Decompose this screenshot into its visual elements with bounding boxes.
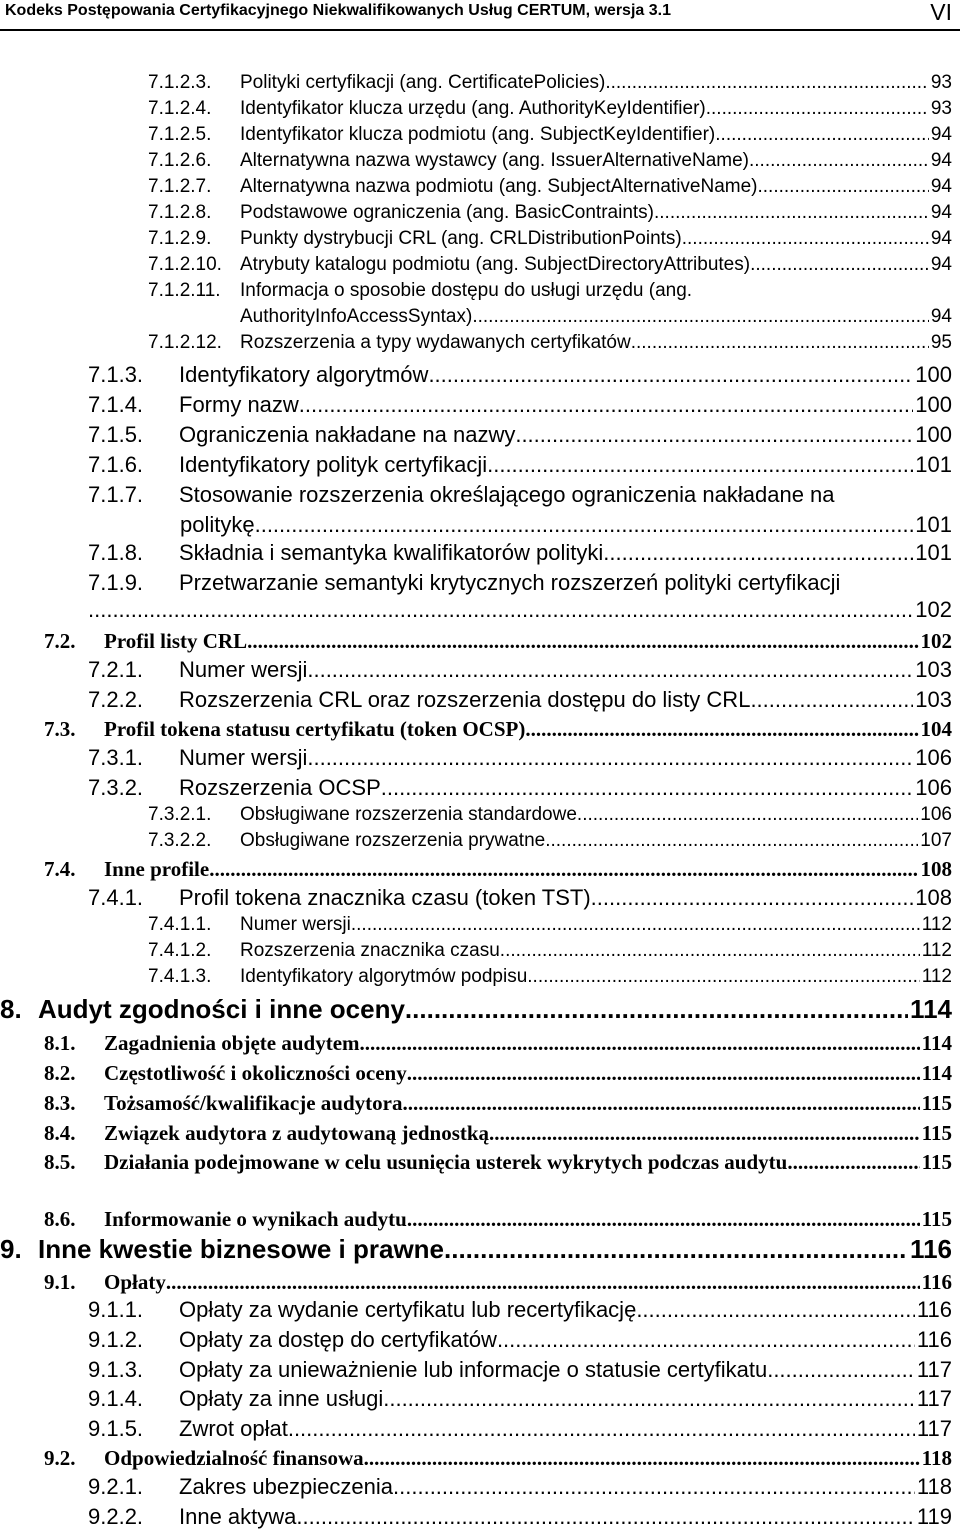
toc-entry-number: 7.3.1.	[88, 745, 144, 770]
dot-leader	[715, 124, 929, 146]
toc-entry-number: 7.1.2.11.	[148, 280, 221, 301]
dot-leader	[591, 885, 914, 911]
toc-entry-title: Stosowanie rozszerzenia określającego ograniczenia nakładane na	[179, 482, 835, 507]
toc-entry-title: Rozszerzenia CRL oraz rozszerzenia dostępu do listy CRL	[179, 687, 751, 712]
toc-entry-title: Przetwarzanie semantyki krytycznych rozszerzeń polityki certyfikacji	[179, 570, 841, 595]
toc-entry-title: Opłaty za inne usługi	[179, 1386, 384, 1411]
toc-entry-number: 7.1.2.10.	[148, 254, 222, 275]
dot-leader	[407, 1061, 920, 1086]
dot-leader	[307, 745, 913, 771]
toc-entry-page: 107	[920, 830, 952, 851]
dot-leader	[758, 176, 929, 198]
toc-entry-number: 9.	[0, 1234, 22, 1264]
toc-entry-title: Zakres ubezpieczenia	[179, 1474, 394, 1499]
toc-entry-page: 116	[916, 1327, 952, 1352]
toc-entry-page: 101	[915, 540, 952, 565]
toc-entry-title: Zwrot opłat	[179, 1416, 288, 1441]
toc-entry-number: 7.4.1.2.	[148, 940, 212, 961]
toc-entry-page: 112	[921, 966, 952, 987]
toc-entry-number: 8.4.	[44, 1121, 76, 1145]
toc-entry-number: 9.1.	[44, 1270, 76, 1294]
toc-entry-page: 108	[920, 857, 952, 881]
dot-leader	[487, 452, 913, 478]
toc-entry-page: 115	[921, 1121, 952, 1145]
toc-entry-title: Alternatywna nazwa wystawcy (ang. IssuerAlternativeName)	[240, 150, 749, 171]
toc-entry-title: Inne profile	[104, 857, 210, 881]
toc-entry-number: 7.3.2.1.	[148, 804, 212, 825]
toc-entry-title: Rozszerzenia OCSP	[179, 775, 381, 800]
dot-leader	[247, 629, 918, 654]
toc-entry-page: 93	[930, 98, 952, 119]
toc-entry-page: 118	[921, 1446, 952, 1470]
toc-entry-title: Ograniczenia nakładane na nazwy	[179, 422, 516, 447]
toc-entry-page: 102	[920, 629, 952, 653]
toc-entry-page: 117	[916, 1416, 952, 1441]
toc-entry-page: 103	[915, 687, 952, 712]
toc-entry-page: 103	[915, 657, 952, 682]
page-header	[0, 0, 960, 31]
toc-entry-page: 94	[930, 228, 952, 249]
toc-entry-page: 115	[921, 1207, 952, 1231]
toc-entry-title: Działania podejmowane w celu usunięcia usterek wykrytych podczas audytu	[104, 1150, 788, 1174]
dot-leader	[497, 1327, 915, 1353]
dot-leader	[288, 1416, 915, 1442]
dot-leader	[767, 1357, 915, 1383]
toc-entry-number: 7.4.1.	[88, 885, 144, 910]
toc-entry-title: Alternatywna nazwa podmiotu (ang. SubjectAlternativeName)	[240, 176, 758, 197]
toc-entry-page: 117	[916, 1357, 952, 1382]
toc-entry-page: 101	[915, 452, 952, 477]
toc-entry-page: 93	[930, 72, 952, 93]
toc-entry-title: Atrybuty katalogu podmiotu (ang. SubjectDirectoryAttributes)	[240, 254, 751, 275]
toc-entry-number: 8.1.	[44, 1031, 76, 1055]
dot-leader	[605, 72, 929, 94]
dot-leader	[787, 1150, 919, 1175]
dot-leader	[706, 98, 929, 120]
toc-entry-number: 7.2.1.	[88, 657, 144, 682]
toc-entry-title: Opłaty za dostęp do certyfikatów	[179, 1327, 497, 1352]
toc-entry-title: Identyfikatory algorytmów	[179, 362, 429, 387]
toc-entry-title: Formy nazw	[179, 392, 299, 417]
dot-leader	[405, 994, 908, 1025]
dot-leader	[166, 1270, 920, 1295]
toc-entry-page: 95	[930, 332, 952, 353]
toc-entry-page: 104	[920, 717, 952, 741]
toc-entry-title: Profil tokena statusu certyfikatu (token OCSP)	[104, 717, 526, 741]
toc-entry-title: Odpowiedzialność finansowa	[104, 1446, 364, 1470]
toc-entry-number: 7.1.5.	[88, 422, 144, 447]
toc-entry-number: 7.1.2.4.	[148, 98, 212, 119]
toc-entry-title: Identyfikatory polityk certyfikacji	[179, 452, 488, 477]
toc-entry-number: 9.1.5.	[88, 1416, 144, 1441]
dot-leader	[527, 966, 919, 988]
dot-leader	[428, 362, 913, 388]
toc-entry-page: 106	[920, 804, 952, 825]
toc-entry-number: 9.1.1.	[88, 1297, 144, 1322]
dot-leader	[682, 228, 929, 250]
toc-entry-number: 7.3.2.2.	[148, 830, 212, 851]
dot-leader	[381, 775, 914, 801]
toc-entry-number: 8.5.	[44, 1150, 76, 1174]
toc-entry-number: 9.2.2.	[88, 1504, 144, 1529]
toc-entry-number: 7.1.2.8.	[148, 202, 212, 223]
toc-entry-page: 117	[916, 1386, 952, 1411]
toc-entry-title: Podstawowe ograniczenia (ang. BasicContraints)	[240, 202, 654, 223]
dot-leader	[364, 1446, 920, 1471]
toc-entry-page: 108	[915, 885, 952, 910]
dot-leader	[603, 540, 913, 566]
toc-entry-page: 106	[915, 775, 952, 800]
dot-leader	[360, 1031, 920, 1056]
toc-entry-title: Opłaty za unieważnienie lub informacje o statusie certyfikatu	[179, 1357, 768, 1382]
toc-entry-title: Identyfikator klucza podmiotu (ang. SubjectKeyIdentifier)	[240, 124, 716, 145]
toc-entry-number: 7.1.2.9.	[148, 228, 212, 249]
toc-entry-title: Identyfikator klucza urzędu (ang. AuthorityKeyIdentifier)	[240, 98, 706, 119]
toc-entry-number: 7.4.	[44, 857, 76, 881]
dot-leader	[407, 1207, 920, 1232]
toc-entry-number: 9.1.4.	[88, 1386, 144, 1411]
toc-entry-title: Numer wersji	[179, 745, 308, 770]
toc-entry-title: Audyt zgodności i inne oceny	[38, 994, 405, 1024]
dot-leader	[402, 1091, 919, 1116]
dot-leader	[631, 332, 929, 354]
dot-leader	[654, 202, 929, 224]
dot-leader	[307, 657, 913, 683]
toc-entry-title: Informacja o sposobie dostępu do usługi urzędu (ang.	[240, 280, 693, 301]
toc-entry-page: 101	[915, 512, 952, 537]
toc-entry-number: 9.1.3.	[88, 1357, 144, 1382]
toc-entry-number: 9.2.1.	[88, 1474, 144, 1499]
toc-entry-title: Obsługiwane rozszerzenia prywatne	[240, 830, 546, 851]
dot-leader	[209, 857, 918, 882]
document-title: Kodeks Postępowania Certyfikacyjnego Niekwalifikowanych Usług CERTUM, wersja 3.1	[5, 2, 671, 19]
toc-entry-title: Punkty dystrybucji CRL (ang. CRLDistributionPoints)	[240, 228, 682, 249]
toc-entry-page: 114	[921, 1031, 952, 1055]
dot-leader	[750, 254, 929, 276]
toc-entry-title: Inne kwestie biznesowe i prawne	[38, 1234, 445, 1264]
toc-entry-page: 100	[915, 422, 952, 447]
toc-entry-number: 9.2.	[44, 1446, 76, 1470]
toc-entry-title: Obsługiwane rozszerzenia standardowe	[240, 804, 577, 825]
header-divider	[0, 29, 960, 31]
toc-entry-number: 8.	[0, 994, 22, 1024]
toc-entry-number: 7.1.9.	[88, 570, 144, 595]
dot-leader	[489, 1121, 920, 1146]
toc-entry-title: Identyfikatory algorytmów podpisu	[240, 966, 528, 987]
toc-entry-title: Rozszerzenia a typy wydawanych certyfikatów	[240, 332, 631, 353]
dot-leader	[393, 1474, 915, 1500]
toc-entry-page: 102	[915, 597, 952, 622]
dot-leader	[472, 306, 929, 328]
toc-entry-number: 7.1.8.	[88, 540, 144, 565]
toc-entry-page: 115	[921, 1091, 952, 1115]
toc-entry-number: 7.1.6.	[88, 452, 144, 477]
dot-leader	[500, 940, 920, 962]
dot-leader	[351, 914, 920, 936]
toc-entry-page: 118	[916, 1474, 952, 1499]
dot-leader	[515, 422, 913, 448]
toc-entry-number: 8.6.	[44, 1207, 76, 1231]
toc-entry-number: 7.4.1.3.	[148, 966, 212, 987]
toc-entry-page: 94	[930, 202, 952, 223]
toc-entry-number: 7.1.2.7.	[148, 176, 212, 197]
toc-entry-title: Zagadnienia objęte audytem	[104, 1031, 360, 1055]
toc-entry-number: 7.1.2.5.	[148, 124, 212, 145]
toc-entry-title: Składnia i semantyka kwalifikatorów polityki	[179, 540, 604, 565]
toc-entry-number: 7.1.4.	[88, 392, 144, 417]
dot-leader	[525, 717, 918, 742]
toc-entry-title: Profil tokena znacznika czasu (token TST)	[179, 885, 591, 910]
toc-entry-number: 7.2.2.	[88, 687, 144, 712]
dot-leader	[749, 150, 929, 172]
dot-leader	[750, 687, 913, 713]
toc-entry-page: 115	[921, 1150, 952, 1174]
toc-entry-title-continued: politykę	[180, 512, 255, 537]
dot-leader	[383, 1386, 915, 1412]
toc-entry-page: 94	[930, 124, 952, 145]
toc-entry-page: 119	[916, 1504, 952, 1529]
toc-entry-title: Tożsamość/kwalifikacje audytora	[104, 1091, 403, 1115]
toc-entry-page: 116	[921, 1270, 952, 1294]
toc-entry-title: Inne aktywa	[179, 1504, 297, 1529]
dot-leader	[299, 392, 913, 418]
dot-leader	[255, 512, 914, 538]
toc-entry-title: Opłaty za wydanie certyfikatu lub recertyfikację	[179, 1297, 637, 1322]
toc-entry-page: 94	[930, 306, 952, 327]
toc-entry-title: Numer wersji	[240, 914, 351, 935]
dot-leader	[444, 1234, 908, 1265]
toc-entry-number: 7.3.2.	[88, 775, 144, 800]
toc-entry-page: 116	[910, 1234, 952, 1264]
toc-entry-number: 7.1.3.	[88, 362, 144, 387]
toc-entry-title: Informowanie o wynikach audytu	[104, 1207, 407, 1231]
toc-entry-number: 7.1.7.	[88, 482, 144, 507]
toc-entry-number: 8.2.	[44, 1061, 76, 1085]
toc-entry-title: Profil listy CRL	[104, 629, 248, 653]
toc-entry-page: 94	[930, 254, 952, 275]
toc-entry-page: 100	[915, 362, 952, 387]
toc-entry-title: Polityki certyfikacji (ang. CertificatePolicies)	[240, 72, 606, 93]
toc-entry-page: 94	[930, 150, 952, 171]
toc-entry-page: 116	[916, 1297, 952, 1322]
toc-entry-number: 8.3.	[44, 1091, 76, 1115]
toc-entry-page: 114	[921, 1061, 952, 1085]
toc-entry-page: 112	[921, 914, 952, 935]
toc-entry-number: 7.1.2.6.	[148, 150, 212, 171]
toc-entry-number: 7.1.2.3.	[148, 72, 212, 93]
toc-entry-title: Związek audytora z audytowaną jednostką	[104, 1121, 490, 1145]
dot-leader	[88, 597, 913, 623]
toc-entry-number: 7.4.1.1.	[148, 914, 212, 935]
toc-entry-title: Rozszerzenia znacznika czasu	[240, 940, 500, 961]
toc-entry-page: 114	[910, 994, 952, 1024]
dot-leader	[577, 804, 918, 826]
toc-entry-page: 94	[930, 176, 952, 197]
toc-entry-number: 7.1.2.12.	[148, 332, 222, 353]
toc-entry-number: 9.1.2.	[88, 1327, 144, 1352]
toc-entry-page: 112	[921, 940, 952, 961]
dot-leader	[636, 1297, 915, 1323]
toc-entry-title-continued: AuthorityInfoAccessSyntax)	[240, 306, 473, 327]
toc-entry-number: 7.3.	[44, 717, 76, 741]
toc-entry-number: 7.2.	[44, 629, 76, 653]
toc-entry-page: 100	[915, 392, 952, 417]
toc-entry-title: Numer wersji	[179, 657, 308, 682]
dot-leader	[296, 1504, 915, 1530]
dot-leader	[545, 830, 918, 852]
toc-entry-title: Częstotliwość i okoliczności oceny	[104, 1061, 407, 1085]
toc-entry-page: 106	[915, 745, 952, 770]
toc-entry-title: Opłaty	[104, 1270, 166, 1294]
page-number: VI	[930, 0, 952, 25]
